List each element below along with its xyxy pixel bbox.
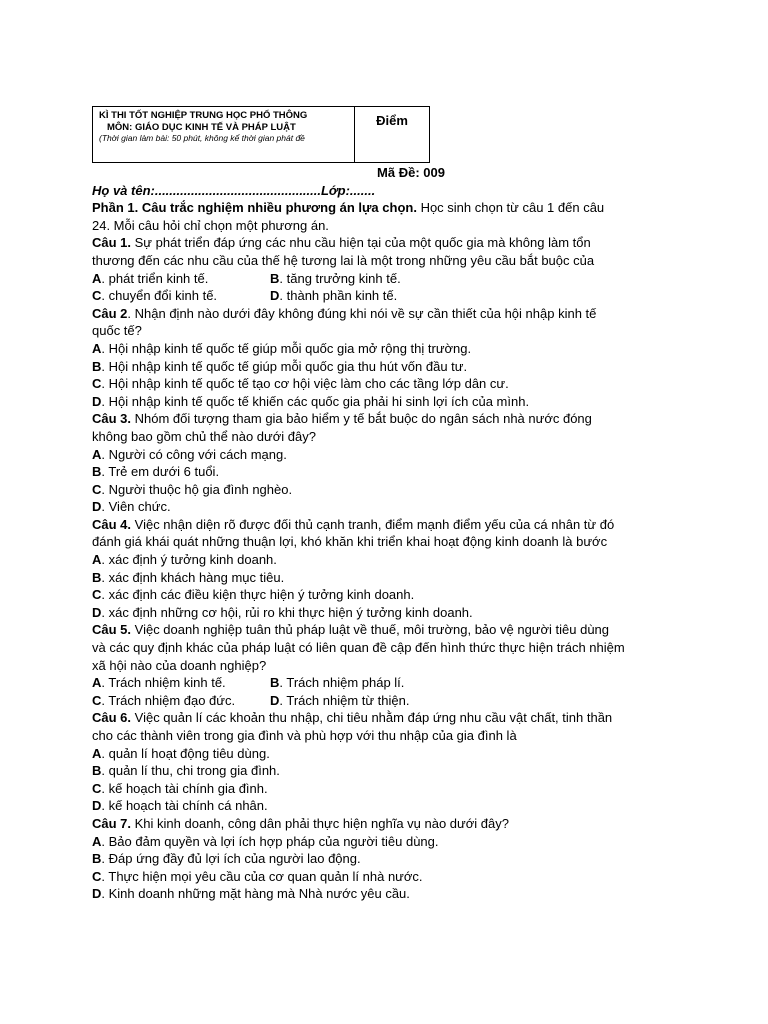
question-text: Việc nhận diện rõ được đối thủ cạnh tranh, điểm mạnh điểm yếu của cá nhân từ đó	[134, 516, 615, 532]
option-text: . Đáp ứng đầy đủ lợi ích của người lao động.	[101, 851, 361, 867]
option-text: . Hội nhập kinh tế quốc tế tạo cơ hội việc làm cho các tầng lớp dân cư.	[101, 376, 509, 392]
exam-duration: (Thời gian làm bài: 50 phút, không kể thời gian phát đề	[99, 133, 305, 143]
question-text: Nhóm đối tượng tham gia bảo hiểm y tế bắt buộc do ngân sách nhà nước đóng	[134, 411, 592, 427]
option-d[interactable]: D. thành phần kinh tế.	[270, 288, 398, 304]
option-text: . Người có công với cách mạng.	[101, 446, 287, 462]
option-row	[92, 287, 682, 305]
option-letter: D	[92, 604, 102, 620]
score-cell	[355, 107, 429, 162]
question-text: Khi kinh doanh, công dân phải thực hiện nghĩa vụ nào dưới đây?	[134, 815, 509, 831]
option-letter: D	[92, 499, 102, 515]
option-text: . Thực hiện mọi yêu cầu của cơ quan quản lí nhà nước.	[101, 868, 423, 884]
option-text: . quản lí hoạt động tiêu dùng.	[101, 745, 270, 761]
option-text: . Người thuộc hộ gia đình nghèo.	[101, 481, 293, 497]
option-d[interactable]	[270, 692, 410, 710]
option-letter: B	[92, 358, 102, 374]
option-text: . xác định các điều kiện thực hiện ý tưởng kinh doanh.	[101, 587, 415, 603]
option-c[interactable]	[92, 868, 682, 886]
part1-instruction: Học sinh chọn từ câu 1 đến câu	[420, 200, 605, 216]
option-text: . xác định khách hàng mục tiêu.	[101, 569, 285, 585]
question-text-cont: không bao gồm chủ thể nào dưới đây?	[92, 428, 316, 444]
option-text: . kế hoạch tài chính cá nhân.	[101, 798, 268, 814]
question-3	[92, 410, 682, 428]
option-c[interactable]	[92, 780, 682, 798]
option-letter: A	[92, 552, 102, 568]
option-letter: D	[92, 798, 102, 814]
option-text: phát triển kinh tế.	[108, 270, 209, 286]
option-text: . Kinh doanh những mặt hàng mà Nhà nước yêu cầu.	[101, 886, 410, 902]
option-d[interactable]	[92, 498, 682, 516]
question-number: Câu 4.	[92, 516, 132, 532]
option-letter: C	[92, 288, 102, 304]
option-letter: B	[92, 569, 102, 585]
option-d[interactable]	[92, 885, 682, 903]
option-letter: C	[92, 481, 102, 497]
question-text: . Nhận định nào dưới đây không đúng khi nói về sự cần thiết của hội nhập kinh tế	[127, 305, 597, 321]
option-letter: C	[92, 868, 102, 884]
option-a[interactable]: A. phát triển kinh tế.	[92, 270, 209, 286]
option-b[interactable]	[92, 762, 682, 780]
option-b[interactable]: B. tăng trưởng kinh tế.	[270, 270, 401, 286]
option-text: chuyển đổi kinh tế.	[108, 288, 218, 304]
question-number: Câu 3.	[92, 411, 132, 427]
option-letter: A	[92, 446, 102, 462]
option-letter: B	[270, 270, 280, 286]
option-letter: B	[92, 464, 102, 480]
option-c[interactable]	[92, 375, 682, 393]
option-text: tăng trưởng kinh tế.	[286, 270, 401, 286]
option-c[interactable]	[92, 586, 682, 604]
option-text: . kế hoạch tài chính gia đình.	[101, 780, 268, 796]
exam-content	[92, 164, 682, 903]
option-letter: B	[270, 675, 280, 691]
option-text: . Hội nhập kinh tế quốc tế giúp mỗi quốc gia thu hút vốn đầu tư.	[101, 358, 468, 374]
exam-title: KÌ THI TỐT NGHIỆP TRUNG HỌC PHỔ THÔNG	[99, 110, 308, 121]
option-text: . Trách nhiệm từ thiện.	[279, 692, 410, 708]
option-text: . xác định những cơ hội, rủi ro khi thực hiện ý tưởng kinh doanh.	[101, 604, 473, 620]
option-a[interactable]	[92, 551, 682, 569]
option-letter: A	[92, 675, 102, 691]
question-text: Việc quản lí các khoản thu nhập, chi tiêu nhằm đáp ứng nhu cầu vật chất, tinh thần	[134, 710, 613, 726]
option-letter: C	[92, 587, 102, 603]
question-1	[92, 234, 682, 252]
option-text: . quản lí thu, chi trong gia đình.	[101, 763, 280, 779]
option-b[interactable]	[270, 674, 404, 692]
option-b[interactable]	[92, 850, 682, 868]
option-b[interactable]	[92, 463, 682, 481]
question-text: Việc doanh nghiệp tuân thủ pháp luật về thuế, môi trường, bảo vệ người tiêu dùng	[134, 622, 610, 638]
question-number: Câu 6.	[92, 710, 132, 726]
option-d[interactable]	[92, 797, 682, 815]
option-a[interactable]	[92, 833, 682, 851]
option-text: . Hội nhập kinh tế quốc tế giúp mỗi quốc gia mở rộng thị trường.	[101, 340, 472, 356]
question-text-cont: đánh giá khái quát những thuận lợi, khó khăn khi triển khai hoạt động kinh doanh là bước	[92, 534, 608, 550]
student-name-line: Họ và tên:..............................................Lớp:.......	[92, 182, 376, 198]
question-7	[92, 815, 682, 833]
option-letter: C	[92, 780, 102, 796]
option-d[interactable]	[92, 393, 682, 411]
option-row	[92, 270, 682, 288]
option-letter: A	[92, 833, 102, 849]
option-text: . Hội nhập kinh tế quốc tế khiến các quốc gia phải hi sinh lợi ích của mình.	[101, 393, 530, 409]
exam-subject: MÔN: GIÁO DỤC KINH TẾ VÀ PHÁP LUẬT	[107, 122, 296, 133]
option-a[interactable]	[92, 340, 682, 358]
option-a[interactable]	[92, 745, 682, 763]
option-letter: A	[92, 340, 102, 356]
exam-info-cell	[93, 107, 355, 162]
option-text: . xác định ý tưởng kinh doanh.	[101, 552, 277, 568]
question-text-cont: xã hội nào của doanh nghiệp?	[92, 657, 267, 673]
question-number: Câu 2	[92, 305, 128, 321]
option-c[interactable]	[92, 692, 270, 710]
question-text-cont: cho các thành viên trong gia đình và phù hợp với thu nhập của gia đình là	[92, 728, 517, 743]
question-6	[92, 709, 682, 727]
option-text: . Viên chức.	[101, 499, 171, 515]
option-letter: D	[270, 288, 280, 304]
option-text: . Trách nhiệm pháp lí.	[279, 675, 405, 691]
option-c[interactable]: C. chuyển đổi kinh tế.	[92, 288, 218, 304]
option-text: . Trách nhiệm đạo đức.	[101, 692, 236, 708]
option-text: thành phần kinh tế.	[286, 288, 398, 304]
question-text-cont: thương đến các nhu cầu của thế hệ tương lai là một trong những yêu cầu bắt buộc của	[92, 252, 595, 268]
option-text: . Trẻ em dưới 6 tuổi.	[101, 464, 220, 480]
option-text: . Bảo đảm quyền và lợi ích hợp pháp của người tiêu dùng.	[101, 833, 439, 849]
option-letter: B	[92, 763, 102, 779]
question-number: Câu 5.	[92, 622, 132, 638]
question-4	[92, 516, 682, 534]
part1-heading	[92, 199, 682, 217]
part1-instruction-cont: 24. Mỗi câu hỏi chỉ chọn một phương án.	[92, 217, 329, 233]
score-label: Điểm	[376, 113, 408, 128]
question-text-cont: quốc tế?	[92, 323, 142, 339]
option-a[interactable]	[92, 674, 270, 692]
exam-header-box	[92, 106, 430, 163]
question-text-cont: và các quy định khác của pháp luật có liên quan đề cập đến hình thức thực hiện trách nhiệm	[92, 640, 625, 656]
option-a[interactable]	[92, 446, 682, 464]
part1-title: Phần 1. Câu trắc nghiệm nhiều phương án lựa chọn.	[92, 200, 417, 216]
option-letter: D	[92, 886, 102, 902]
option-c[interactable]	[92, 481, 682, 499]
option-letter: C	[92, 692, 102, 708]
option-d[interactable]	[92, 604, 682, 622]
option-letter: A	[92, 270, 102, 286]
question-number: Câu 7.	[92, 815, 132, 831]
question-2	[92, 305, 682, 323]
option-letter: D	[270, 692, 280, 708]
exam-code: Mã Đề: 009	[377, 165, 445, 180]
question-5	[92, 621, 682, 639]
option-letter: B	[92, 851, 102, 867]
question-number: Câu 1.	[92, 235, 132, 251]
option-letter: A	[92, 745, 102, 761]
option-letter: D	[92, 393, 102, 409]
option-letter: C	[92, 376, 102, 392]
question-text: Sự phát triển đáp ứng các nhu cầu hiện tại của một quốc gia mà không làm tổn	[134, 235, 591, 251]
option-text: . Trách nhiệm kinh tế.	[101, 675, 226, 691]
option-row	[92, 692, 682, 710]
option-row	[92, 674, 682, 692]
option-b[interactable]	[92, 569, 682, 587]
option-b[interactable]	[92, 358, 682, 376]
